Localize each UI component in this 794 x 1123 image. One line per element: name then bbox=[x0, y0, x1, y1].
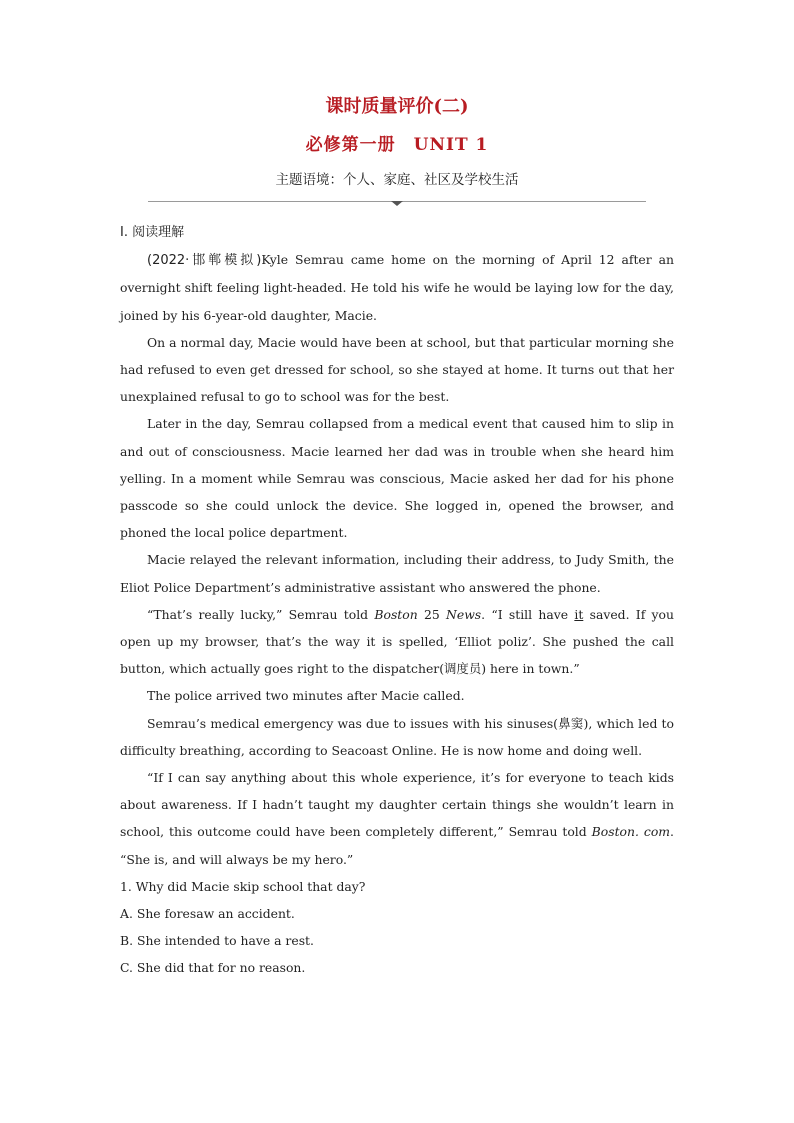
page-header bbox=[0, 92, 794, 192]
reading-content bbox=[120, 219, 674, 982]
source-tag: (2022·邯郸模拟) bbox=[147, 253, 262, 269]
publication-name: Boston bbox=[374, 606, 418, 622]
theme-context: 主题语境：个人、家庭、社区及学校生活 bbox=[275, 172, 519, 188]
publication-name-news: News bbox=[446, 606, 482, 622]
passage-paragraph-3: Later in the day, Semrau collapsed from a medical event that caused him to slip in and out of consciousness. Macie learned her dad was in trouble when she heard him yelling. In a moment while Semrau was conscious, Macie asked her dad for his phone passcode so she could unlock the device. She logged in, opened the browser, and phoned the local police department. bbox=[120, 416, 674, 541]
worksheet-title: 课时质量评价(二) bbox=[325, 96, 469, 117]
passage-paragraph-4: Macie relayed the relevant information, including their address, to Judy Smith, the Eliot Police Department’s administrative assistant who answered the phone. bbox=[120, 552, 674, 595]
section-heading: Ⅰ. 阅读理解 bbox=[120, 225, 185, 240]
question-stem: 1. Why did Macie skip school that day? bbox=[120, 878, 366, 894]
passage-paragraph-7: Semrau’s medical emergency was due to issues with his sinuses(鼻窦), which led to difficulty breathing, according to Seacoast Online. He is now home and doing well. bbox=[120, 715, 674, 758]
passage-paragraph-1: (2022·邯郸模拟)Kyle Semrau came home on the morning of April 12 after an overnight shift feeling light-headed. He told his wife he would be laying low for the day, joined by his 6-year-old daughter, Macie. bbox=[120, 252, 674, 323]
divider-triangle-icon bbox=[391, 201, 403, 206]
passage-paragraph-6: The police arrived two minutes after Macie called. bbox=[147, 688, 465, 704]
unit-name: UNIT 1 bbox=[413, 135, 489, 155]
passage-paragraph-2: On a normal day, Macie would have been at school, but that particular morning she had refused to even get dressed for school, so she stayed at home. It turns out that her unexplained refusal to go to school was for the best. bbox=[120, 334, 674, 405]
passage-paragraph-5: “That’s really lucky,” Semrau told Boston 25 News. “I still have it saved. If you open up my browser, that’s the way it is spelled, ‘Elliot poliz’. She pushed the call button, which actually goes right to the dispatcher(调度员) here in town.” bbox=[120, 606, 674, 677]
book-name: 必修第一册 bbox=[305, 135, 396, 155]
book-unit-line bbox=[0, 130, 794, 160]
question-option-a: A. She foresaw an accident. bbox=[120, 906, 295, 922]
source-website: Boston. com bbox=[591, 824, 671, 840]
question-option-b: B. She intended to have a rest. bbox=[120, 933, 314, 949]
underlined-word: it bbox=[574, 606, 584, 622]
question-option-c: C. She did that for no reason. bbox=[120, 960, 306, 976]
passage-paragraph-8: “If I can say anything about this whole experience, it’s for everyone to teach kids about awareness. If I hadn’t taught my daughter certain things she wouldn’t learn in school, this outcome could have been completely different,” Semrau told Boston. com. “She is, and will always be my hero.” bbox=[120, 770, 674, 867]
